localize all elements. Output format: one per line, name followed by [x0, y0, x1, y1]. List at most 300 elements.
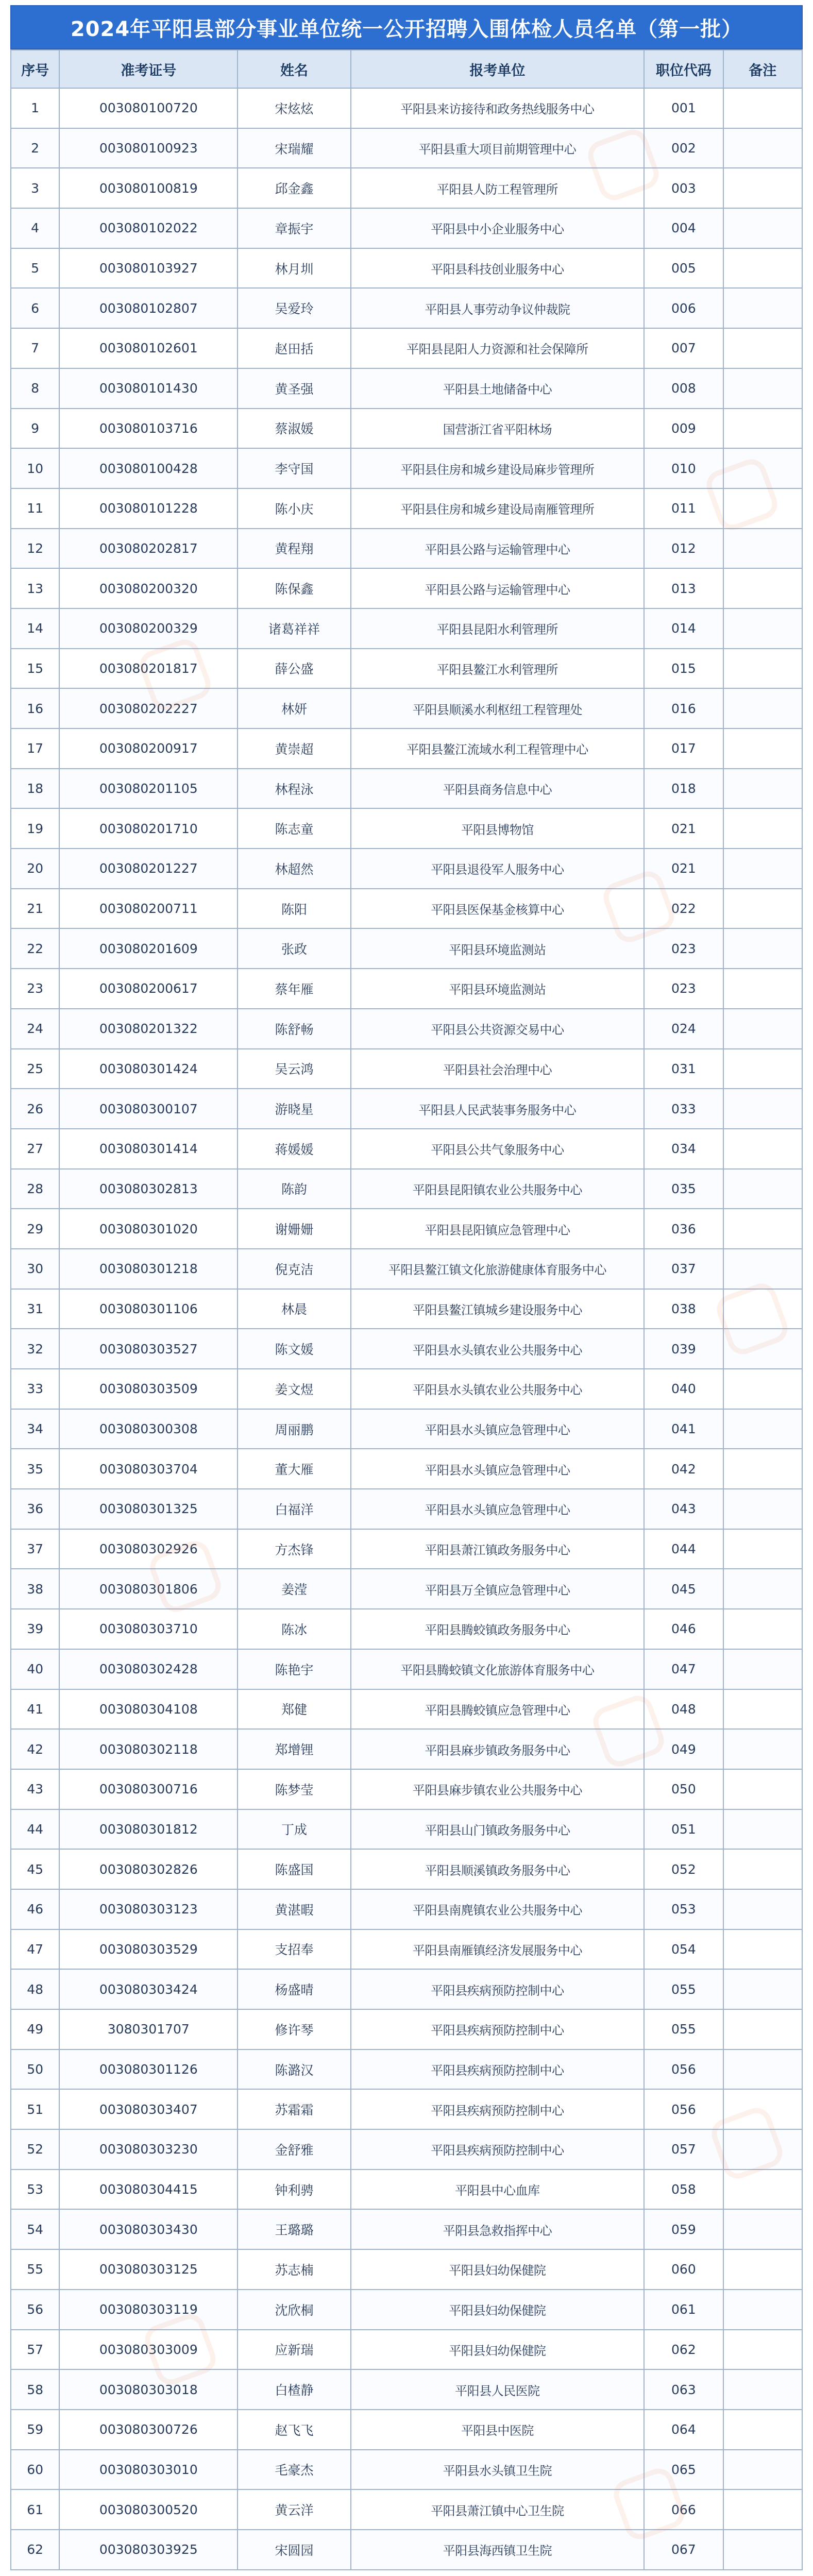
cell-no: 37 — [11, 1529, 59, 1569]
cell-exam-id: 003080302826 — [59, 1849, 238, 1889]
cell-note — [723, 969, 802, 1009]
cell-position-code: 050 — [644, 1769, 723, 1809]
cell-unit: 平阳县麻步镇政务服务中心 — [351, 1729, 645, 1769]
cell-note — [723, 2330, 802, 2370]
cell-name: 苏志楠 — [238, 2249, 350, 2290]
cell-no: 27 — [11, 1129, 59, 1169]
table-row — [11, 1609, 802, 1649]
cell-position-code: 033 — [644, 1089, 723, 1129]
cell-name: 陈小庆 — [238, 488, 350, 529]
cell-note — [723, 2450, 802, 2490]
cell-position-code: 038 — [644, 1289, 723, 1329]
cell-exam-id: 003080303925 — [59, 2530, 238, 2570]
cell-name: 郑增锂 — [238, 1729, 350, 1769]
cell-exam-id: 003080301806 — [59, 1569, 238, 1609]
cell-position-code: 010 — [644, 448, 723, 488]
cell-note — [723, 649, 802, 689]
document-title: 2024年平阳县部分事业单位统一公开招聘入围体检人员名单（第一批） — [10, 5, 803, 49]
cell-name: 林妍 — [238, 688, 350, 728]
cell-unit: 国营浙江省平阳林场 — [351, 409, 645, 449]
table-row — [11, 1489, 802, 1529]
cell-no: 61 — [11, 2489, 59, 2530]
cell-position-code: 041 — [644, 1409, 723, 1449]
cell-position-code: 055 — [644, 1969, 723, 2009]
cell-no: 56 — [11, 2290, 59, 2330]
cell-no: 39 — [11, 1609, 59, 1649]
table-row — [11, 1849, 802, 1889]
header-name: 姓名 — [238, 50, 350, 88]
cell-name: 宋瑞耀 — [238, 128, 350, 168]
cell-name: 姜滢 — [238, 1569, 350, 1609]
cell-no: 43 — [11, 1769, 59, 1809]
cell-name: 陈保鑫 — [238, 568, 350, 608]
cell-note — [723, 1249, 802, 1289]
cell-no: 19 — [11, 808, 59, 849]
cell-unit: 平阳县水头镇农业公共服务中心 — [351, 1329, 645, 1369]
cell-note — [723, 808, 802, 849]
cell-no: 34 — [11, 1409, 59, 1449]
cell-note — [723, 1169, 802, 1209]
cell-no: 45 — [11, 1849, 59, 1889]
cell-note — [723, 2489, 802, 2530]
cell-name: 陈文媛 — [238, 1329, 350, 1369]
table-row — [11, 2450, 802, 2490]
cell-unit: 平阳县环境监测站 — [351, 969, 645, 1009]
cell-unit: 平阳县水头镇应急管理中心 — [351, 1409, 645, 1449]
cell-no: 60 — [11, 2450, 59, 2490]
cell-no: 58 — [11, 2369, 59, 2410]
cell-note — [723, 1809, 802, 1850]
cell-no: 3 — [11, 168, 59, 208]
table-row — [11, 969, 802, 1009]
cell-position-code: 023 — [644, 928, 723, 969]
cell-name: 周丽鹏 — [238, 1409, 350, 1449]
cell-position-code: 031 — [644, 1049, 723, 1089]
cell-note — [723, 2209, 802, 2249]
table-row — [11, 368, 802, 409]
cell-exam-id: 003080302428 — [59, 1649, 238, 1689]
cell-position-code: 051 — [644, 1809, 723, 1850]
cell-name: 金舒雅 — [238, 2129, 350, 2170]
cell-exam-id: 003080304108 — [59, 1689, 238, 1730]
cell-note — [723, 1569, 802, 1609]
cell-unit: 平阳县中心血库 — [351, 2170, 645, 2210]
cell-exam-id: 003080200329 — [59, 608, 238, 649]
cell-position-code: 065 — [644, 2450, 723, 2490]
table-row — [11, 688, 802, 728]
cell-unit: 平阳县萧江镇中心卫生院 — [351, 2489, 645, 2530]
cell-unit: 平阳县南麂镇农业公共服务中心 — [351, 1889, 645, 1929]
cell-position-code: 062 — [644, 2330, 723, 2370]
cell-exam-id: 003080303119 — [59, 2290, 238, 2330]
cell-unit: 平阳县医保基金核算中心 — [351, 889, 645, 929]
cell-exam-id: 003080100720 — [59, 88, 238, 128]
cell-no: 31 — [11, 1289, 59, 1329]
cell-position-code: 039 — [644, 1329, 723, 1369]
cell-unit: 平阳县山门镇政务服务中心 — [351, 1809, 645, 1850]
cell-exam-id: 003080301126 — [59, 2049, 238, 2090]
table-row — [11, 1369, 802, 1409]
cell-no: 38 — [11, 1569, 59, 1609]
cell-no: 22 — [11, 928, 59, 969]
cell-exam-id: 003080100819 — [59, 168, 238, 208]
cell-position-code: 001 — [644, 88, 723, 128]
cell-name: 林超然 — [238, 849, 350, 889]
cell-exam-id: 003080300107 — [59, 1089, 238, 1129]
cell-name: 李守国 — [238, 448, 350, 488]
cell-exam-id: 003080301106 — [59, 1289, 238, 1329]
table-row — [11, 2209, 802, 2249]
cell-exam-id: 003080303009 — [59, 2330, 238, 2370]
cell-unit: 平阳县顺溪镇政务服务中心 — [351, 1849, 645, 1889]
cell-name: 黄程翔 — [238, 529, 350, 569]
cell-unit: 平阳县人事劳动争议仲裁院 — [351, 288, 645, 328]
table-row — [11, 1289, 802, 1329]
header-no: 序号 — [11, 50, 59, 88]
cell-position-code: 016 — [644, 688, 723, 728]
header-position-code: 职位代码 — [644, 50, 723, 88]
cell-position-code: 045 — [644, 1569, 723, 1609]
cell-unit: 平阳县中小企业服务中心 — [351, 208, 645, 248]
table-row — [11, 2330, 802, 2370]
cell-unit: 平阳县万全镇应急管理中心 — [351, 1569, 645, 1609]
cell-no: 11 — [11, 488, 59, 529]
cell-position-code: 064 — [644, 2410, 723, 2450]
cell-no: 50 — [11, 2049, 59, 2090]
cell-note — [723, 1969, 802, 2009]
table-row — [11, 608, 802, 649]
table-row — [11, 2249, 802, 2290]
cell-note — [723, 2410, 802, 2450]
cell-exam-id: 003080303527 — [59, 1329, 238, 1369]
cell-unit: 平阳县腾蛟镇政务服务中心 — [351, 1609, 645, 1649]
cell-position-code: 011 — [644, 488, 723, 529]
cell-no: 18 — [11, 769, 59, 809]
cell-note — [723, 2089, 802, 2129]
cell-position-code: 059 — [644, 2209, 723, 2249]
table-row — [11, 1809, 802, 1850]
cell-name: 赵飞飞 — [238, 2410, 350, 2450]
cell-exam-id: 003080200320 — [59, 568, 238, 608]
cell-no: 8 — [11, 368, 59, 409]
cell-name: 陈冰 — [238, 1609, 350, 1649]
cell-note — [723, 1049, 802, 1089]
cell-note — [723, 1929, 802, 1970]
cell-no: 42 — [11, 1729, 59, 1769]
cell-name: 陈艳宇 — [238, 1649, 350, 1689]
table-row — [11, 1169, 802, 1209]
cell-no: 33 — [11, 1369, 59, 1409]
cell-unit: 平阳县鳌江流域水利工程管理中心 — [351, 728, 645, 769]
cell-note — [723, 448, 802, 488]
cell-name: 钟利骋 — [238, 2170, 350, 2210]
cell-unit: 平阳县疾病预防控制中心 — [351, 2129, 645, 2170]
cell-exam-id: 003080303018 — [59, 2369, 238, 2410]
cell-position-code: 049 — [644, 1729, 723, 1769]
cell-name: 董大雁 — [238, 1449, 350, 1489]
cell-name: 白福洋 — [238, 1489, 350, 1529]
cell-position-code: 056 — [644, 2049, 723, 2090]
cell-exam-id: 003080201609 — [59, 928, 238, 969]
cell-name: 林月圳 — [238, 248, 350, 289]
cell-exam-id: 3080301707 — [59, 2009, 238, 2049]
cell-position-code: 036 — [644, 1209, 723, 1249]
cell-note — [723, 409, 802, 449]
cell-name: 张政 — [238, 928, 350, 969]
cell-position-code: 022 — [644, 889, 723, 929]
cell-name: 黄湛暇 — [238, 1889, 350, 1929]
cell-unit: 平阳县海西镇卫生院 — [351, 2530, 645, 2570]
cell-name: 陈盛国 — [238, 1849, 350, 1889]
cell-unit: 平阳县疾病预防控制中心 — [351, 1969, 645, 2009]
cell-exam-id: 003080303123 — [59, 1889, 238, 1929]
cell-exam-id: 003080304415 — [59, 2170, 238, 2210]
table-row — [11, 1409, 802, 1449]
cell-note — [723, 728, 802, 769]
cell-position-code: 024 — [644, 1009, 723, 1049]
table-row — [11, 1009, 802, 1049]
cell-unit: 平阳县疾病预防控制中心 — [351, 2089, 645, 2129]
cell-note — [723, 2129, 802, 2170]
cell-unit: 平阳县昆阳镇应急管理中心 — [351, 1209, 645, 1249]
cell-position-code: 034 — [644, 1129, 723, 1169]
cell-note — [723, 1329, 802, 1369]
cell-position-code: 058 — [644, 2170, 723, 2210]
cell-unit: 平阳县妇幼保健院 — [351, 2249, 645, 2290]
cell-note — [723, 1409, 802, 1449]
cell-unit: 平阳县麻步镇农业公共服务中心 — [351, 1769, 645, 1809]
table-row — [11, 1649, 802, 1689]
cell-no: 55 — [11, 2249, 59, 2290]
cell-position-code: 067 — [644, 2530, 723, 2570]
cell-name: 蒋媛媛 — [238, 1129, 350, 1169]
cell-unit: 平阳县腾蛟镇应急管理中心 — [351, 1689, 645, 1730]
cell-note — [723, 2249, 802, 2290]
cell-position-code: 044 — [644, 1529, 723, 1569]
cell-note — [723, 1849, 802, 1889]
cell-no: 59 — [11, 2410, 59, 2450]
cell-exam-id: 003080302813 — [59, 1169, 238, 1209]
cell-unit: 平阳县中医院 — [351, 2410, 645, 2450]
cell-note — [723, 889, 802, 929]
cell-position-code: 054 — [644, 1929, 723, 1970]
table-row — [11, 2170, 802, 2210]
cell-no: 2 — [11, 128, 59, 168]
cell-no: 4 — [11, 208, 59, 248]
cell-position-code: 055 — [644, 2009, 723, 2049]
cell-position-code: 012 — [644, 529, 723, 569]
cell-no: 17 — [11, 728, 59, 769]
cell-position-code: 015 — [644, 649, 723, 689]
cell-no: 32 — [11, 1329, 59, 1369]
cell-name: 谢姗姗 — [238, 1209, 350, 1249]
table-row — [11, 328, 802, 368]
cell-position-code: 003 — [644, 168, 723, 208]
cell-position-code: 066 — [644, 2489, 723, 2530]
cell-note — [723, 1209, 802, 1249]
cell-position-code: 002 — [644, 128, 723, 168]
cell-position-code: 007 — [644, 328, 723, 368]
table-row — [11, 1209, 802, 1249]
cell-position-code: 063 — [644, 2369, 723, 2410]
cell-position-code: 042 — [644, 1449, 723, 1489]
cell-note — [723, 2049, 802, 2090]
cell-unit: 平阳县鳌江镇文化旅游健康体育服务中心 — [351, 1249, 645, 1289]
cell-position-code: 035 — [644, 1169, 723, 1209]
cell-note — [723, 2530, 802, 2570]
cell-name: 杨盛晴 — [238, 1969, 350, 2009]
cell-no: 48 — [11, 1969, 59, 2009]
table-row — [11, 88, 802, 128]
cell-note — [723, 368, 802, 409]
table-row — [11, 409, 802, 449]
cell-name: 方杰锋 — [238, 1529, 350, 1569]
table-row — [11, 1049, 802, 1089]
cell-exam-id: 003080300308 — [59, 1409, 238, 1449]
table-row — [11, 2530, 802, 2570]
cell-unit: 平阳县科技创业服务中心 — [351, 248, 645, 289]
cell-unit: 平阳县水头镇应急管理中心 — [351, 1489, 645, 1529]
cell-no: 36 — [11, 1489, 59, 1529]
table-row — [11, 2089, 802, 2129]
table-row — [11, 2290, 802, 2330]
table-row — [11, 1529, 802, 1569]
cell-note — [723, 1689, 802, 1730]
cell-no: 62 — [11, 2530, 59, 2570]
cell-exam-id: 003080200617 — [59, 969, 238, 1009]
table-row — [11, 1729, 802, 1769]
table-row — [11, 728, 802, 769]
cell-exam-id: 003080303125 — [59, 2249, 238, 2290]
cell-exam-id: 003080303407 — [59, 2089, 238, 2129]
cell-no: 21 — [11, 889, 59, 929]
cell-exam-id: 003080301812 — [59, 1809, 238, 1850]
cell-note — [723, 2290, 802, 2330]
cell-note — [723, 1889, 802, 1929]
cell-no: 9 — [11, 409, 59, 449]
cell-unit: 平阳县鳌江水利管理所 — [351, 649, 645, 689]
cell-no: 12 — [11, 529, 59, 569]
cell-name: 沈欣桐 — [238, 2290, 350, 2330]
cell-name: 修许琴 — [238, 2009, 350, 2049]
cell-no: 49 — [11, 2009, 59, 2049]
cell-no: 46 — [11, 1889, 59, 1929]
cell-unit: 平阳县萧江镇政务服务中心 — [351, 1529, 645, 1569]
table-row — [11, 1089, 802, 1129]
cell-position-code: 006 — [644, 288, 723, 328]
cell-unit: 平阳县昆阳人力资源和社会保障所 — [351, 328, 645, 368]
table-row — [11, 488, 802, 529]
cell-note — [723, 568, 802, 608]
cell-unit: 平阳县水头镇应急管理中心 — [351, 1449, 645, 1489]
cell-name: 林程泳 — [238, 769, 350, 809]
cell-no: 15 — [11, 649, 59, 689]
cell-note — [723, 1089, 802, 1129]
cell-position-code: 048 — [644, 1689, 723, 1730]
cell-note — [723, 1489, 802, 1529]
cell-position-code: 040 — [644, 1369, 723, 1409]
cell-note — [723, 1529, 802, 1569]
cell-no: 54 — [11, 2209, 59, 2249]
cell-position-code: 021 — [644, 808, 723, 849]
table-row — [11, 928, 802, 969]
cell-name: 吴云鸿 — [238, 1049, 350, 1089]
cell-note — [723, 288, 802, 328]
table-row — [11, 1249, 802, 1289]
cell-name: 陈梦莹 — [238, 1769, 350, 1809]
cell-unit: 平阳县住房和城乡建设局麻步管理所 — [351, 448, 645, 488]
cell-no: 7 — [11, 328, 59, 368]
cell-unit: 平阳县昆阳水利管理所 — [351, 608, 645, 649]
cell-position-code: 061 — [644, 2290, 723, 2330]
cell-name: 黄圣强 — [238, 368, 350, 409]
cell-position-code: 057 — [644, 2129, 723, 2170]
cell-exam-id: 003080202227 — [59, 688, 238, 728]
table-row — [11, 448, 802, 488]
cell-position-code: 053 — [644, 1889, 723, 1929]
table-row — [11, 769, 802, 809]
document-page — [10, 5, 803, 2570]
cell-unit: 平阳县水头镇卫生院 — [351, 2450, 645, 2490]
cell-name: 陈韵 — [238, 1169, 350, 1209]
cell-note — [723, 928, 802, 969]
cell-position-code: 056 — [644, 2089, 723, 2129]
cell-no: 57 — [11, 2330, 59, 2370]
cell-exam-id: 003080100428 — [59, 448, 238, 488]
table-header-row — [11, 50, 802, 88]
table-row — [11, 1329, 802, 1369]
cell-exam-id: 003080301218 — [59, 1249, 238, 1289]
cell-position-code: 037 — [644, 1249, 723, 1289]
cell-exam-id: 003080301325 — [59, 1489, 238, 1529]
cell-name: 陈潞汉 — [238, 2049, 350, 2090]
header-note: 备注 — [723, 50, 802, 88]
table-row — [11, 568, 802, 608]
cell-name: 宋圆园 — [238, 2530, 350, 2570]
table-row — [11, 2049, 802, 2090]
cell-exam-id: 003080303509 — [59, 1369, 238, 1409]
table-row — [11, 2410, 802, 2450]
table-row — [11, 1769, 802, 1809]
cell-no: 51 — [11, 2089, 59, 2129]
cell-unit: 平阳县顺溪水利枢纽工程管理处 — [351, 688, 645, 728]
cell-unit: 平阳县妇幼保健院 — [351, 2290, 645, 2330]
cell-no: 5 — [11, 248, 59, 289]
cell-exam-id: 003080102601 — [59, 328, 238, 368]
cell-note — [723, 1129, 802, 1169]
cell-position-code: 014 — [644, 608, 723, 649]
cell-no: 20 — [11, 849, 59, 889]
cell-name: 赵田括 — [238, 328, 350, 368]
cell-unit: 平阳县人民医院 — [351, 2369, 645, 2410]
cell-note — [723, 769, 802, 809]
cell-position-code: 013 — [644, 568, 723, 608]
cell-note — [723, 688, 802, 728]
cell-name: 蔡年雁 — [238, 969, 350, 1009]
cell-position-code: 023 — [644, 969, 723, 1009]
table-row — [11, 248, 802, 289]
cell-name: 陈志童 — [238, 808, 350, 849]
cell-exam-id: 003080303704 — [59, 1449, 238, 1489]
cell-no: 29 — [11, 1209, 59, 1249]
cell-exam-id: 003080103716 — [59, 409, 238, 449]
cell-unit: 平阳县来访接待和政务热线服务中心 — [351, 88, 645, 128]
cell-unit: 平阳县博物馆 — [351, 808, 645, 849]
table-row — [11, 208, 802, 248]
cell-exam-id: 003080100923 — [59, 128, 238, 168]
cell-no: 40 — [11, 1649, 59, 1689]
cell-unit: 平阳县公共气象服务中心 — [351, 1129, 645, 1169]
